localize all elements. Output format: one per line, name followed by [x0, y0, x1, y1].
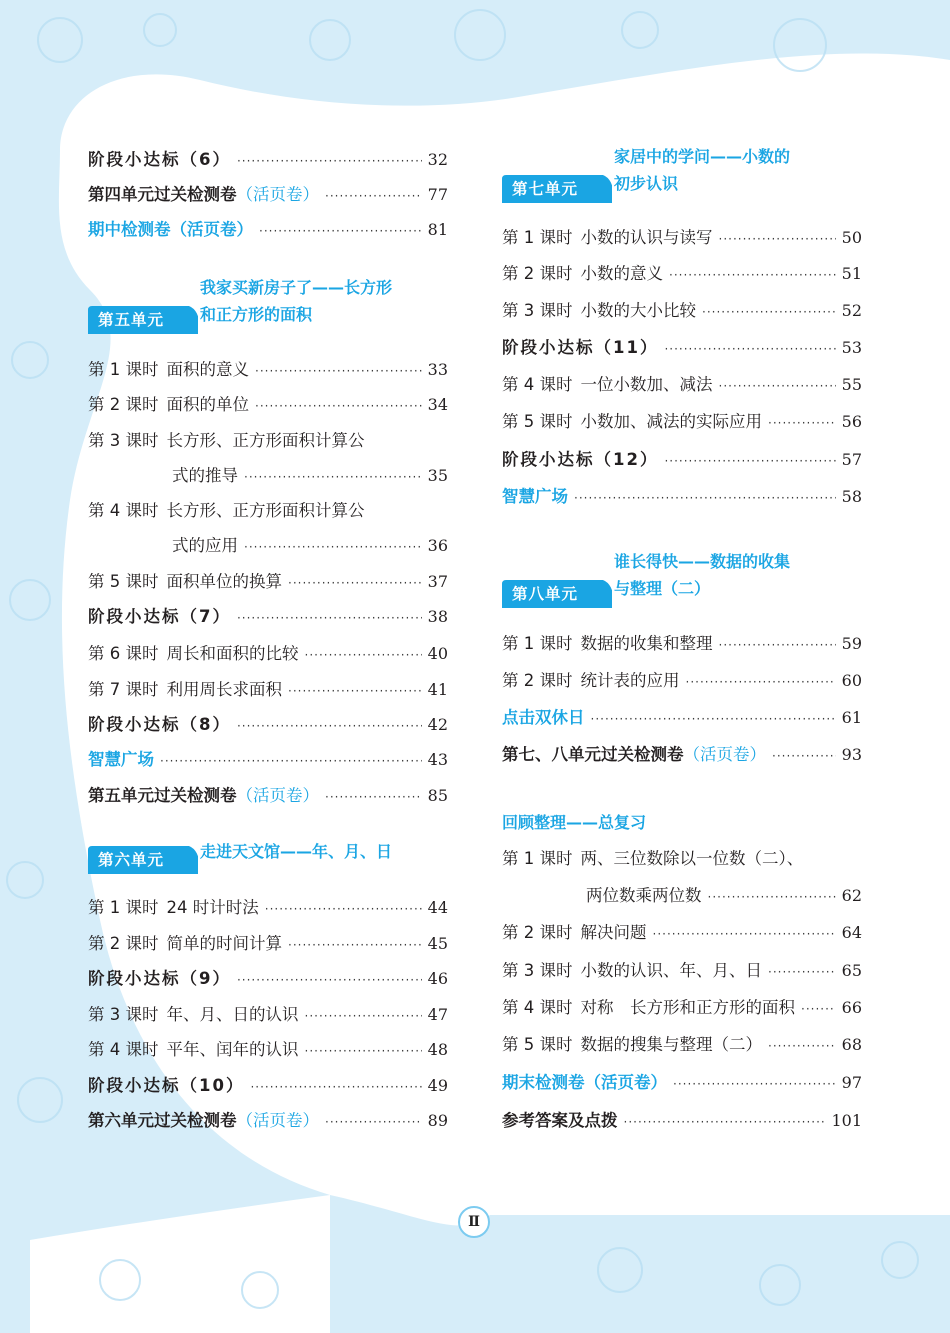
entry-title: 小数的认识、年、月、日 — [580, 961, 762, 980]
unit-subtitle: 我家买新房子了——长方形 和正方形的面积 — [200, 278, 393, 324]
entry-page: 68 — [841, 1035, 862, 1054]
leader-dots — [719, 379, 836, 393]
entry-title: 小数的意义 — [580, 264, 663, 283]
entry-title: 阶段小达标（8） — [88, 715, 231, 734]
leader-dots — [591, 712, 836, 726]
unit-subtitle: 家居中的学问——小数的 初步认识 — [614, 147, 791, 193]
entry-title: 解决问题 — [580, 923, 647, 942]
entry-title: 年、月、日的认识 — [166, 1005, 299, 1024]
leader-dots — [669, 268, 836, 282]
toc-entry[interactable] — [502, 882, 862, 908]
leader-dots — [624, 1115, 826, 1129]
unit-badge-label: 第五单元 — [98, 311, 165, 329]
leader-dots — [686, 675, 836, 689]
leader-dots — [237, 154, 422, 168]
entry-title: 期末检测卷（活页卷） — [502, 1073, 667, 1092]
leader-dots — [772, 749, 836, 763]
leader-dots — [288, 938, 422, 952]
lesson-number: 第 2 课时 — [502, 923, 573, 942]
entry-title: 利用周长求面积 — [166, 680, 282, 699]
entry-page: 85 — [427, 786, 448, 805]
entry-tag: （活页卷） — [683, 745, 766, 764]
entry-page: 66 — [841, 998, 862, 1017]
entry-page: 56 — [841, 412, 862, 431]
toc-entry[interactable] — [502, 741, 862, 767]
toc-entry[interactable] — [88, 782, 448, 808]
entry-title: 第六单元过关检测卷（活页卷） — [88, 1111, 319, 1130]
entry-page: 51 — [841, 264, 862, 283]
entry-page: 32 — [427, 150, 448, 169]
unit-badge-label: 第六单元 — [98, 851, 165, 869]
toc-entry[interactable] — [88, 181, 448, 207]
toc-entry[interactable] — [88, 532, 448, 558]
entry-tag: （活页卷） — [236, 185, 319, 204]
toc-entry[interactable] — [502, 957, 862, 983]
entry-page: 46 — [427, 969, 448, 988]
lesson-number: 第 3 课时 — [88, 1005, 159, 1024]
leader-dots — [801, 1002, 836, 1016]
toc-entry[interactable] — [502, 371, 862, 397]
toc-entry[interactable] — [502, 704, 862, 730]
lesson-number: 第 2 课时 — [502, 671, 573, 690]
lesson-number: 第 1 课时 — [88, 898, 159, 917]
lesson-number: 第 5 课时 — [502, 412, 573, 431]
lesson-number: 第 4 课时 — [502, 375, 573, 394]
toc-entry[interactable] — [88, 965, 448, 991]
leader-dots — [574, 491, 836, 505]
entry-title: 24 时计时法 — [166, 898, 259, 917]
entry-page: 59 — [841, 634, 862, 653]
toc-entry[interactable] — [88, 216, 448, 242]
entry-title: 两位数乘两位数 — [586, 886, 702, 905]
unit-5-header — [88, 272, 448, 336]
unit-6-header — [88, 812, 448, 876]
leader-dots — [288, 576, 422, 590]
leader-dots — [244, 540, 422, 554]
toc-entry[interactable] — [502, 1107, 862, 1133]
entry-page: 89 — [427, 1111, 448, 1130]
unit-subtitle: 走进天文馆——年、月、日 — [200, 842, 393, 861]
lesson-number: 第 1 课时 — [502, 228, 573, 247]
leader-dots — [255, 364, 422, 378]
entry-page: 93 — [841, 745, 862, 764]
toc-entry[interactable] — [88, 1001, 448, 1027]
entry-title: 智慧广场 — [502, 487, 568, 506]
toc-entry[interactable] — [502, 446, 862, 472]
entry-page: 36 — [427, 536, 448, 555]
unit-badge-label: 第八单元 — [512, 585, 579, 603]
toc-entry[interactable] — [502, 919, 862, 945]
toc-entry[interactable] — [88, 676, 448, 702]
entry-title: 第七、八单元过关检测卷（活页卷） — [502, 745, 766, 764]
leader-dots — [768, 416, 836, 430]
toc-entry[interactable] — [88, 462, 448, 488]
entry-page: 38 — [427, 607, 448, 626]
entry-title: 阶段小达标（11） — [502, 338, 659, 357]
leader-dots — [250, 1080, 421, 1094]
toc-entry[interactable] — [502, 334, 862, 360]
leader-dots — [702, 305, 836, 319]
entry-title: 长方形、正方形面积计算公 — [166, 501, 365, 520]
leader-dots — [288, 684, 422, 698]
entry-title: 式的推导 — [172, 466, 238, 485]
leader-dots — [664, 342, 835, 356]
entry-title: 阶段小达标（9） — [88, 969, 231, 988]
entry-title: 第四单元过关检测卷（活页卷） — [88, 185, 319, 204]
leader-dots — [259, 224, 422, 238]
entry-page: 45 — [427, 934, 448, 953]
toc-entry[interactable] — [88, 356, 448, 382]
leader-dots — [653, 927, 836, 941]
entry-title: 数据的收集和整理 — [580, 634, 713, 653]
toc-entry[interactable] — [88, 391, 448, 417]
entry-page: 97 — [841, 1073, 862, 1092]
page-number: Ⅱ — [458, 1206, 490, 1238]
entry-tag: （活页卷） — [236, 786, 319, 805]
toc-entry[interactable] — [88, 603, 448, 629]
leader-dots — [237, 973, 422, 987]
leader-dots — [325, 1115, 422, 1129]
toc-entry[interactable] — [88, 1072, 448, 1098]
entry-title: 阶段小达标（6） — [88, 150, 231, 169]
entry-page: 57 — [841, 450, 862, 469]
toc-entry[interactable] — [88, 497, 448, 523]
entry-page: 47 — [427, 1005, 448, 1024]
entry-tag: （活页卷） — [236, 1111, 319, 1130]
entry-title: 一位小数加、减法 — [580, 375, 713, 394]
entry-title: 式的应用 — [172, 536, 238, 555]
entry-page: 43 — [427, 750, 448, 769]
entry-title: 阶段小达标（12） — [502, 450, 659, 469]
lesson-number: 第 2 课时 — [88, 395, 159, 414]
toc-entry[interactable] — [88, 640, 448, 666]
toc-entry[interactable] — [88, 930, 448, 956]
toc-entry[interactable] — [502, 630, 862, 656]
toc-entry[interactable] — [88, 711, 448, 737]
leader-dots — [244, 470, 422, 484]
entry-page: 33 — [427, 360, 448, 379]
leader-dots — [325, 790, 422, 804]
leader-dots — [719, 232, 836, 246]
entry-page: 44 — [427, 898, 448, 917]
lesson-number: 第 2 课时 — [502, 264, 573, 283]
entry-page: 50 — [841, 228, 862, 247]
toc-entry[interactable] — [502, 408, 862, 434]
entry-title: 面积的意义 — [166, 360, 249, 379]
entry-page: 40 — [427, 644, 448, 663]
leader-dots — [237, 611, 422, 625]
entry-title: 数据的搜集与整理（二） — [580, 1035, 762, 1054]
entry-title: 智慧广场 — [88, 750, 154, 769]
entry-page: 34 — [427, 395, 448, 414]
lesson-number: 第 3 课时 — [502, 961, 573, 980]
toc-entry[interactable] — [502, 260, 862, 286]
toc-entry[interactable] — [502, 1069, 862, 1095]
leader-dots — [265, 902, 422, 916]
entry-page: 55 — [841, 375, 862, 394]
lesson-number: 第 1 课时 — [502, 849, 573, 868]
unit-8-header — [502, 546, 862, 610]
review-header: 回顾整理——总复习 — [502, 813, 647, 832]
entry-title: 长方形、正方形面积计算公 — [166, 431, 365, 450]
entry-page: 65 — [841, 961, 862, 980]
entry-title: 统计表的应用 — [580, 671, 680, 690]
toc-entry[interactable] — [502, 994, 862, 1020]
toc-entry[interactable] — [88, 1107, 448, 1133]
toc-entry[interactable] — [88, 427, 448, 453]
entry-title: 第五单元过关检测卷（活页卷） — [88, 786, 319, 805]
entry-page: 60 — [841, 671, 862, 690]
leader-dots — [305, 1044, 422, 1058]
entry-title: 阶段小达标（10） — [88, 1076, 245, 1095]
entry-title: 对称 长方形和正方形的面积 — [580, 998, 795, 1017]
entry-title: 小数的认识与读写 — [580, 228, 713, 247]
lesson-number: 第 4 课时 — [88, 1040, 159, 1059]
entry-title: 平年、闰年的认识 — [166, 1040, 299, 1059]
leader-dots — [237, 719, 422, 733]
toc-entry[interactable] — [502, 483, 862, 509]
entry-title: 简单的时间计算 — [166, 934, 282, 953]
entry-title: 周长和面积的比较 — [166, 644, 299, 663]
toc-entry[interactable] — [88, 746, 448, 772]
entry-title: 面积单位的换算 — [166, 572, 282, 591]
lesson-number: 第 4 课时 — [502, 998, 573, 1017]
entry-page: 58 — [841, 487, 862, 506]
entry-page: 53 — [841, 338, 862, 357]
entry-page: 37 — [427, 572, 448, 591]
lesson-number: 第 1 课时 — [502, 634, 573, 653]
entry-page: 49 — [427, 1076, 448, 1095]
toc-entry[interactable] — [88, 568, 448, 594]
lesson-number: 第 3 课时 — [88, 431, 159, 450]
entry-title: 小数加、减法的实际应用 — [580, 412, 762, 431]
entry-page: 42 — [427, 715, 448, 734]
toc-entry[interactable] — [502, 845, 862, 871]
unit-badge-label: 第七单元 — [512, 180, 579, 198]
entry-page: 101 — [831, 1111, 862, 1130]
lesson-number: 第 1 课时 — [88, 360, 159, 379]
lesson-number: 第 2 课时 — [88, 934, 159, 953]
lesson-number: 第 3 课时 — [502, 301, 573, 320]
leader-dots — [305, 1009, 422, 1023]
unit-subtitle: 谁长得快——数据的收集 与整理（二） — [614, 552, 791, 598]
toc-entry[interactable] — [88, 1036, 448, 1062]
entry-page: 61 — [841, 708, 862, 727]
entry-title: 点击双休日 — [502, 708, 585, 727]
toc-entry[interactable] — [502, 297, 862, 323]
leader-dots — [255, 399, 422, 413]
entry-title: 两、三位数除以一位数（二）、 — [580, 849, 804, 868]
toc-entry[interactable] — [88, 894, 448, 920]
entry-page: 62 — [841, 886, 862, 905]
entry-page: 48 — [427, 1040, 448, 1059]
leader-dots — [664, 454, 835, 468]
lesson-number: 第 5 课时 — [502, 1035, 573, 1054]
leader-dots — [768, 965, 836, 979]
entry-page: 41 — [427, 680, 448, 699]
entry-page: 77 — [427, 185, 448, 204]
leader-dots — [719, 638, 836, 652]
toc-entry[interactable] — [502, 667, 862, 693]
entry-page: 35 — [427, 466, 448, 485]
entry-title: 小数的大小比较 — [580, 301, 696, 320]
lesson-number: 第 5 课时 — [88, 572, 159, 591]
entry-title: 期中检测卷（活页卷） — [88, 220, 253, 239]
lesson-number: 第 7 课时 — [88, 680, 159, 699]
entry-page: 81 — [427, 220, 448, 239]
toc-entry[interactable] — [502, 1031, 862, 1057]
leader-dots — [305, 648, 422, 662]
leader-dots — [768, 1039, 836, 1053]
toc-entry[interactable] — [88, 146, 448, 172]
entry-title: 参考答案及点拨 — [502, 1111, 618, 1130]
entry-title: 阶段小达标（7） — [88, 607, 231, 626]
entry-page: 52 — [841, 301, 862, 320]
leader-dots — [673, 1077, 836, 1091]
leader-dots — [325, 189, 422, 203]
lesson-number: 第 4 课时 — [88, 501, 159, 520]
toc-entry[interactable] — [502, 224, 862, 250]
lesson-number: 第 6 课时 — [88, 644, 159, 663]
entry-page: 64 — [841, 923, 862, 942]
entry-title: 面积的单位 — [166, 395, 249, 414]
leader-dots — [708, 890, 836, 904]
unit-7-header — [502, 141, 862, 205]
leader-dots — [160, 754, 422, 768]
